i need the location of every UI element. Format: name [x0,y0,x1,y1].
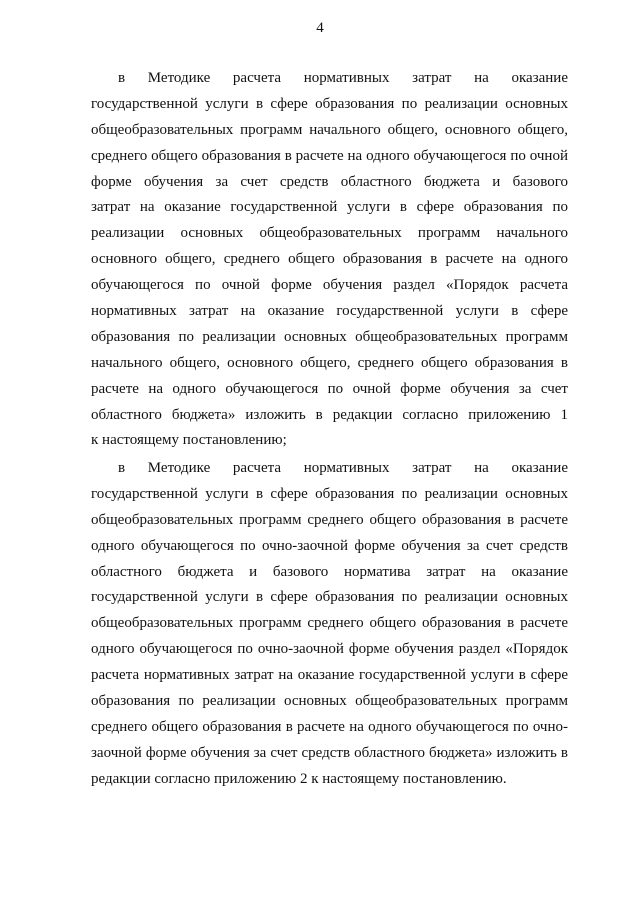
text-line: затрат на оказание государственной услуги в сфере образования по [91,199,568,216]
text-line: расчета нормативных затрат на оказание государственной услуги в сфере [91,667,568,684]
text-line: начального общего, основного общего, среднего общего образования в [91,354,568,371]
paragraph-1 [91,66,568,454]
text-line: общеобразовательных программ среднего общего образования в расчете [91,615,568,632]
text-line: в Методике расчета нормативных затрат на оказание [118,70,568,86]
text-line: одного обучающегося по очно-заочной форме обучения за счет средств [91,537,568,554]
text-line: образования по реализации основных общеобразовательных программ [91,328,568,345]
text-line: государственной услуги в сфере образования по реализации основных [91,589,568,606]
paragraph-2 [91,456,568,793]
text-line: основного общего, среднего общего образования в расчете на одного [91,251,568,268]
text-line: среднего общего образования в расчете на одного обучающегося по очной [91,147,568,164]
text-line: заочной форме обучения за счет средств областного бюджета» изложить в [91,744,568,761]
text-line: среднего общего образования в расчете на одного обучающегося по очно- [91,718,568,735]
text-line: общеобразовательных программ среднего общего образования в расчете [91,511,568,528]
text-line: государственной услуги в сфере образования по реализации основных [91,485,568,502]
text-line: редакции согласно приложению 2 к настоящему постановлению. [91,770,507,787]
text-line: форме обучения за счет средств областного бюджета и базового [91,173,568,190]
text-line: образования по реализации основных общеобразовательных программ [91,693,568,710]
text-line: общеобразовательных программ начального общего, основного общего, [91,121,568,138]
page-number: 4 [316,20,324,36]
text-line: в Методике расчета нормативных затрат на оказание [118,460,568,476]
text-line: областного бюджета и базового норматива затрат на оказание [91,563,568,580]
text-line: нормативных затрат на оказание государственной услуги в сфере [91,303,568,320]
text-line: областного бюджета» изложить в редакции согласно приложению 1 [91,406,568,423]
text-line: к настоящему постановлению; [91,432,287,449]
text-line: одного обучающегося по очно-заочной форме обучения раздел «Порядок [91,641,568,658]
text-line: государственной услуги в сфере образования по реализации основных [91,95,568,112]
text-line: реализации основных общеобразовательных программ начального [91,225,568,242]
text-line: обучающегося по очной форме обучения раздел «Порядок расчета [91,277,568,294]
text-line: расчете на одного обучающегося по очной форме обучения за счет [91,380,568,397]
